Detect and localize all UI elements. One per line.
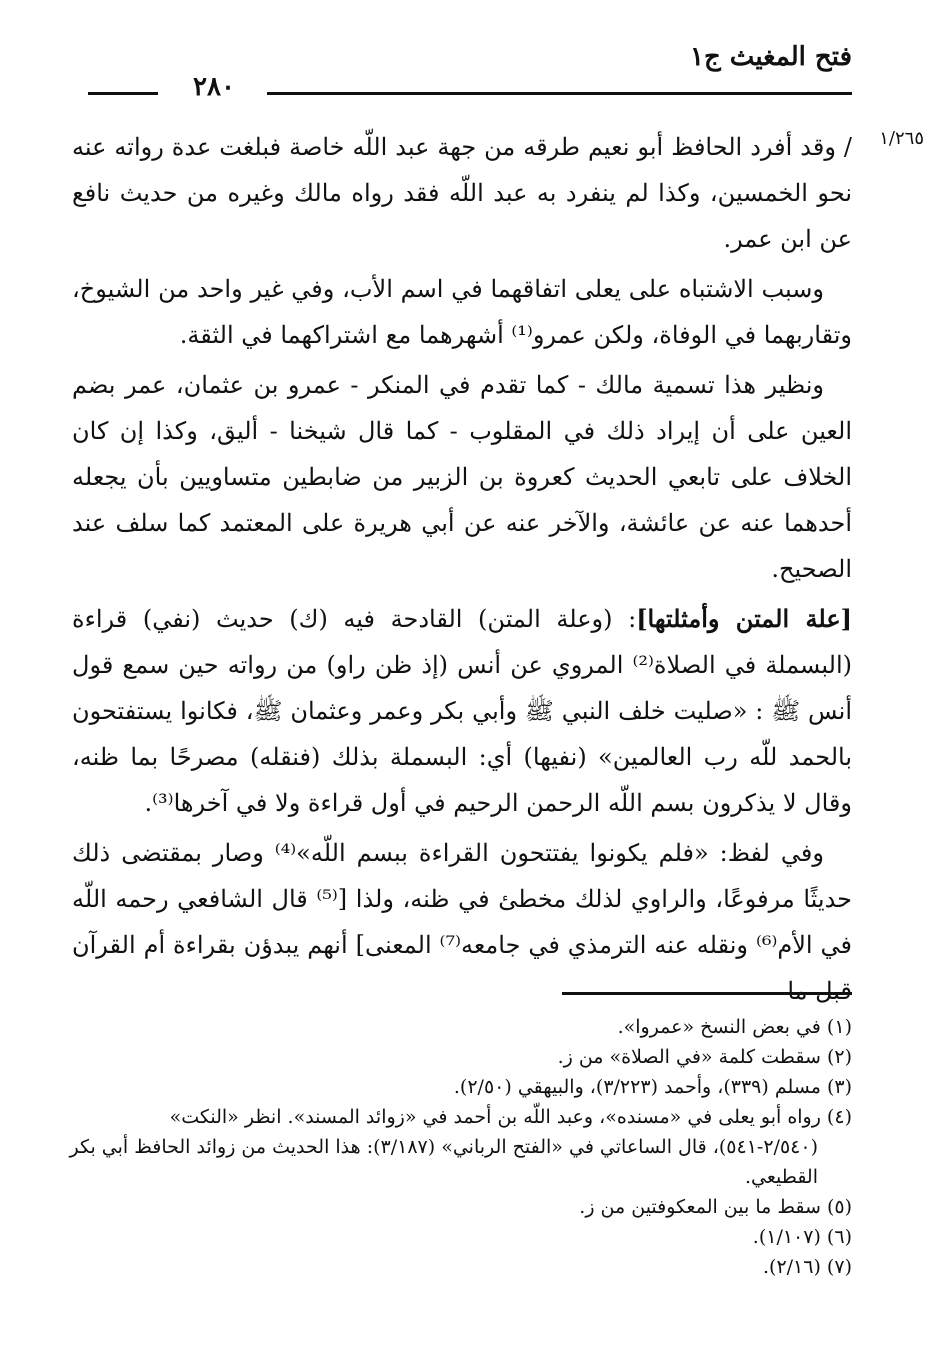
page-number: ٢٨٠: [193, 72, 235, 102]
header-rule-short: [88, 92, 158, 95]
footnotes: [62, 1012, 852, 1282]
section-heading: [علة المتن وأمثلتها]: [636, 604, 852, 633]
footnote-3: (٣) مسلم (٣٣٩)، وأحمد (٣/٢٢٣)، والبيهقي (٢/٥٠).: [453, 1076, 852, 1098]
footnote-2: (٢) سقطت كلمة «في الصلاة» من ز.: [557, 1046, 852, 1068]
footnote-1: (١) في بعض النسخ «عمروا».: [617, 1016, 852, 1038]
header-rule: [267, 92, 852, 95]
paragraph-1: / وقد أفرد الحافظ أبو نعيم طرقه من جهة عبد اللّه خاصة فبلغت عدة رواته عنه نحو الخمسين، وكذا لم ينفرد به عبد اللّه فقد رواه مالك وغيره من حديث نافع عن ابن عمر.: [72, 133, 853, 253]
footnote-4: (٤) رواه أبو يعلى في «مسنده»، وعبد اللّه بن أحمد في «زوائد المسند». انظر «النكت» (٢/٥٤٠-٥٤١)، قال الساعاتي في «الفتح الرباني» (٣/١٨٧): هذا الحديث من زوائد الحافظ أبي بكر القطيعي.: [69, 1106, 852, 1188]
paragraph-3: ونظير هذا تسمية مالك - كما تقدم في المنكر - عمرو بن عثمان، عمر بضم العين على أن إيراد ذلك في المقلوب - كما قال شيخنا - أليق، وكذا إن كان الخلاف على تابعي الحديث كعروة بن الزبير من ضابطين متساويين بأن يجعله أحدهما عنه عن عائشة، والآخر عنه عن أبي هريرة على المعتمد كما سلف عند الصحيح.: [72, 371, 852, 583]
footnote-6: (٦) (١/١٠٧).: [752, 1226, 852, 1248]
footnote-separator: [562, 992, 852, 995]
paragraph-last: وفي لفظ: «فلم يكونوا يفتتحون القراءة ببسم اللّه»⁽⁴⁾ وصار بمقتضى ذلك حديثًا مرفوعًا، والراوي لذلك مخطئ في ظنه، ولذا [⁽⁵⁾ قال الشافعي رحمه اللّه في الأم⁽⁶⁾ ونقله عنه الترمذي في جامعه⁽⁷⁾ المعنى] أنهم يبدؤن بقراءة أم القرآن قبل ما: [72, 839, 852, 1005]
paragraph-2: وسبب الاشتباه على يعلى اتفاقهما في اسم الأب، وفي غير واحد من الشيوخ، وتقاربهما في الوفاة، ولكن عمرو⁽¹⁾ أشهرهما مع اشتراكهما في الثقة.: [72, 275, 852, 349]
footnote-7: (٧) (٢/١٦).: [763, 1256, 852, 1278]
section-paragraph: [72, 596, 852, 826]
footnote-5: (٥) سقط ما بين المعكوفتين من ز.: [579, 1196, 852, 1218]
margin-reference: ١/٢٦٥: [879, 128, 924, 149]
book-title: فتح المغيث ج١: [689, 42, 852, 72]
section-text: : (وعلة المتن) القادحة فيه (ك) حديث (نفي) قراءة (البسملة في الصلاة⁽²⁾ المروي عن أنس (إذ ظن راو) من رواته حين سمع قول أنس ﷺ : «صليت خلف النبي ﷺ وأبي بكر وعمر وعثمان ﷺ، فكانوا يستفتحون بالحمد للّه رب العالمين» (نفيها) أي: البسملة بذلك (فنقله) مصرحًا بما ظنه، وقال لا يذكرون بسم اللّه الرحمن الرحيم في أول قراءة ولا في آخرها⁽³⁾.: [72, 605, 853, 817]
main-text: [72, 124, 852, 1014]
